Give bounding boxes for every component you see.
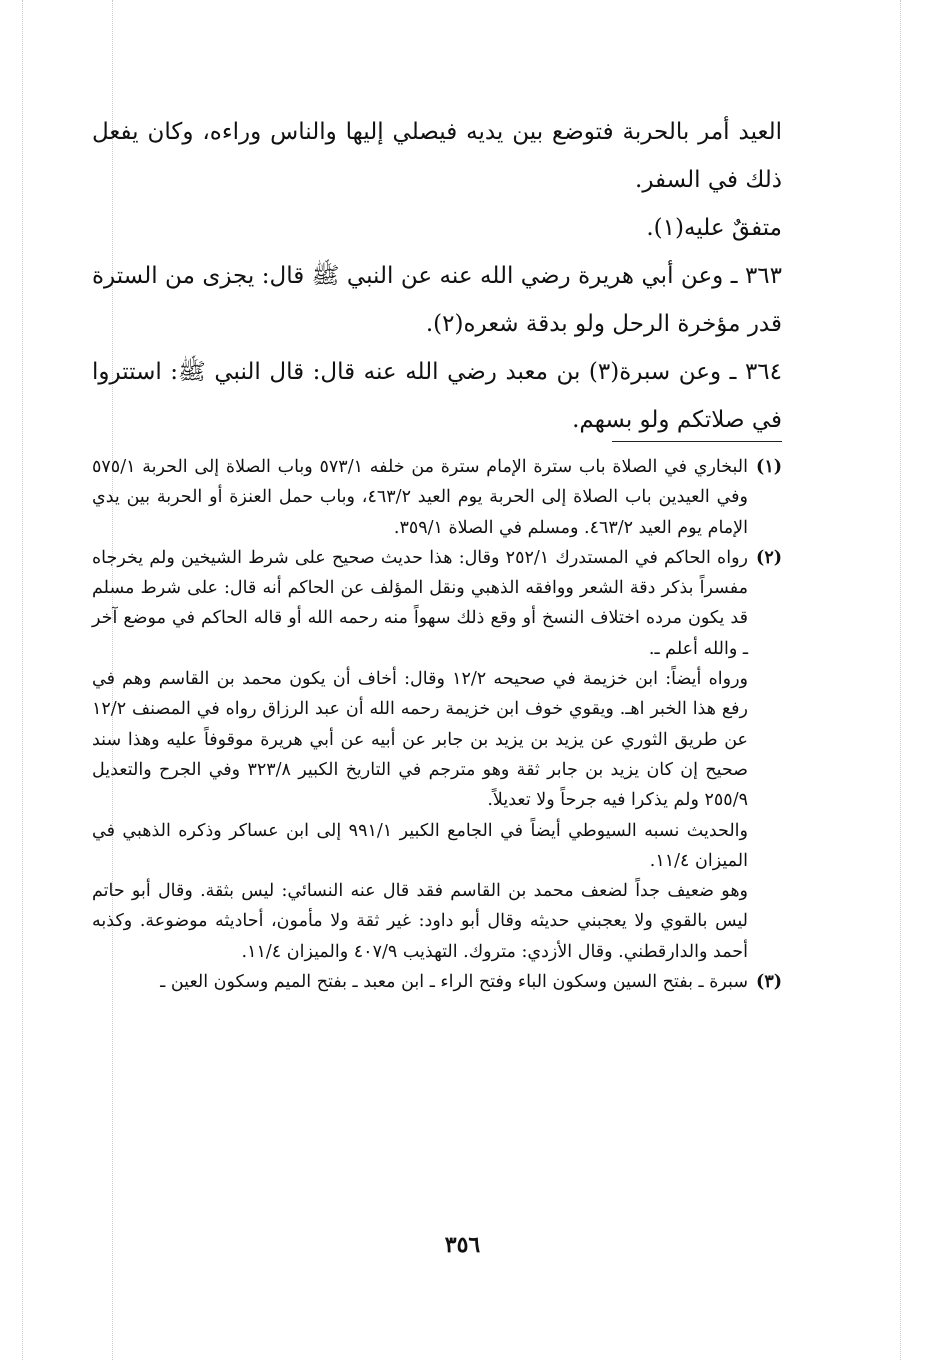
page-number: ٣٥٦ (444, 1232, 481, 1258)
main-text (92, 108, 782, 444)
footnote-paragraph: رواه الحاكم في المستدرك ٢٥٢/١ وقال: هذا حديث صحيح على شرط الشيخين ولم يخرجاه مفسراً بذكر دقة الشعر ووافقه الذهبي ونقل المؤلف عن الحاكم أنه قال: على شرط مسلم قد يكون مرده اختلاف النسخ أو وقع ذلك سهواً منه رحمه الله أو قاله الحاكم في موضع آخر ـ والله أعلم ـ. (92, 547, 748, 659)
main-paragraph: متفقٌ عليه(١). (646, 215, 782, 241)
footnotes (92, 452, 782, 997)
footnote-1 (92, 452, 782, 543)
hadith-364: ٣٦٤ ـ وعن سبرة(٣) بن معبد رضي الله عنه قال: قال النبي ﷺ: استتروا في صلاتكم ولو بسهم. (92, 359, 782, 433)
footnote-paragraph: والحديث نسبه السيوطي أيضاً في الجامع الكبير ٩٩١/١ إلى ابن عساكر وذكره الذهبي في الميزان ١١/٤. (92, 820, 748, 871)
hadith-363: ٣٦٣ ـ وعن أبي هريرة رضي الله عنه عن النبي ﷺ قال: يجزى من السترة قدر مؤخرة الرحل ولو بدقة شعره(٢). (92, 263, 782, 337)
footnote-paragraph: البخاري في الصلاة باب سترة الإمام سترة من خلفه ٥٧٣/١ وباب الصلاة إلى الحربة ٥٧٥/١ وفي العيدين باب الصلاة إلى الحربة يوم العيد ٤٦٣/٢، وباب حمل العنزة أو الحربة بين يدي الإمام يوم العيد ٤٦٣/٢. ومسلم في الصلاة ٣٥٩/١. (92, 457, 748, 538)
footnote-paragraph: وهو ضعيف جداً لضعف محمد بن القاسم فقد قال عنه النسائي: ليس بثقة. وقال أبو حاتم ليس بالقوي ولا يعجبني حديثه وقال أبو داود: غير ثقة ولا مأمون، أحاديثه موضوعة. وكذبه أحمد والدارقطني. وقال الأزدي: متروك. التهذيب ٤٠٧/٩ والميزان ١١/٤. (92, 881, 748, 962)
footnote-number: (١) (756, 457, 782, 477)
footnote-paragraph: ورواه أيضاً: ابن خزيمة في صحيحه ١٢/٢ وقال: أخاف أن يكون محمد بن القاسم وهم في رفع هذا الخبر اهـ. ويقوي خوف ابن خزيمة رحمه الله أن عبد الرزاق رواه في المصنف ١٢/٢ عن طريق الثوري عن يزيد بن يزيد بن جابر عن أبيه عن أبي هريرة موقوفاً عليه وهذا سند صحيح إن كان يزيد بن جابر ثقة وهو مترجم في التاريخ الكبير ٣٢٣/٨ وفي الجرح والتعديل ٢٥٥/٩ ولم يذكرا فيه جرحاً ولا تعديلاً. (92, 669, 749, 811)
scan-artifact-line (900, 0, 901, 1360)
footnote-paragraph: سبرة ـ بفتح السين وسكون الباء وفتح الراء ـ ابن معبد ـ بفتح الميم وسكون العين ـ (160, 972, 748, 993)
footnote-body (92, 543, 748, 967)
footnote-number: (٣) (756, 972, 782, 993)
scan-artifact-line (22, 0, 23, 1360)
footnote-3 (92, 967, 782, 997)
main-paragraph: العيد أمر بالحربة فتوضع بين يديه فيصلي إليها والناس وراءه، وكان يفعل ذلك في السفر. (92, 119, 782, 193)
footnote-body (92, 967, 748, 997)
footnote-number: (٢) (756, 547, 782, 568)
footnote-2 (92, 543, 782, 967)
footnote-divider (612, 441, 782, 442)
footnote-body (92, 452, 748, 543)
